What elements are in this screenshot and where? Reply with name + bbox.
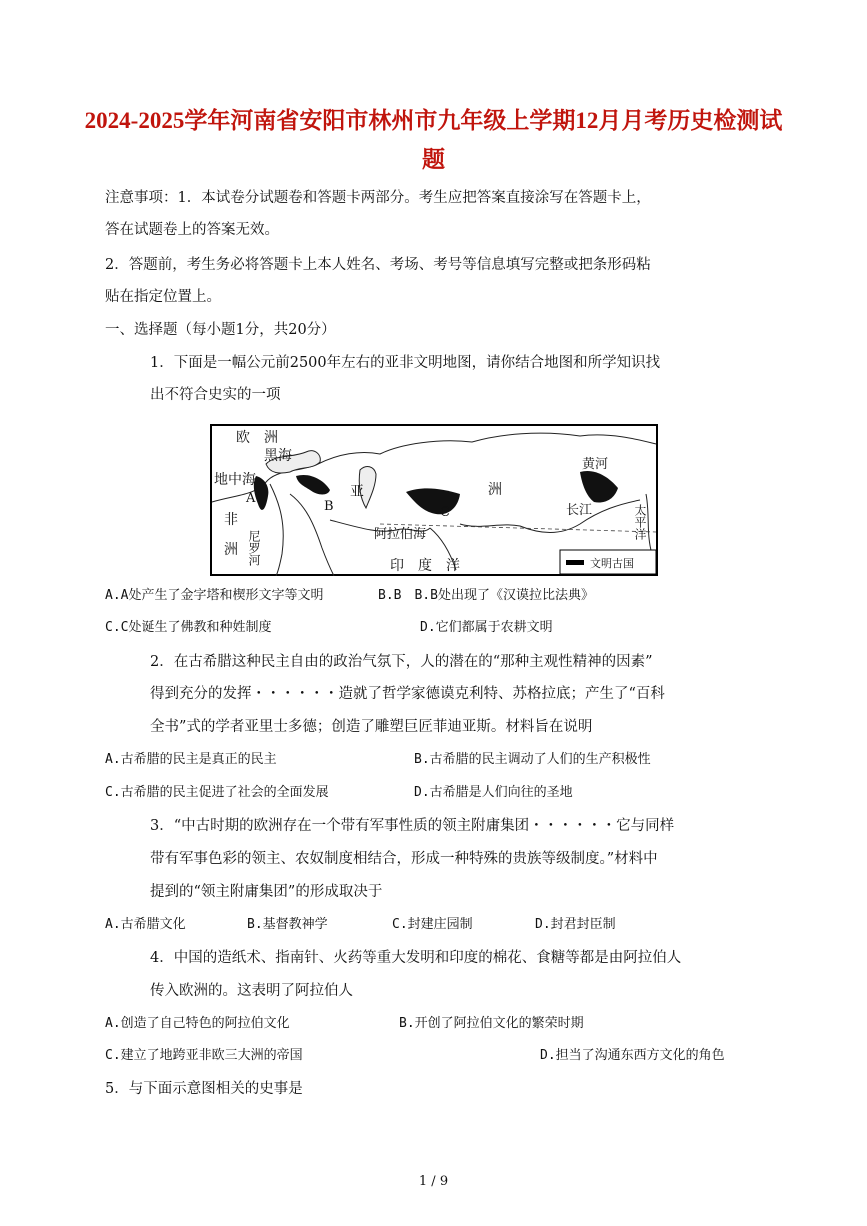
map-legend-label: 文明古国 [590, 557, 634, 570]
map-label-pacific: 太平洋 [633, 504, 647, 540]
exam-title-line1: 2024-2025学年河南省安阳市林州市九年级上学期12月月考历史检测试 [84, 108, 783, 133]
map-label-asia: 亚 [350, 484, 364, 500]
q3-option-c: C.封建庄园制 [392, 917, 473, 932]
q2-stem-line3: 全书”式的学者亚里士多德；创造了雕塑巨匠菲迪亚斯。材料旨在说明 [150, 719, 593, 735]
map-label-yangtze: 长江 [566, 503, 593, 518]
q4-option-d: D.担当了沟通东西方文化的角色 [540, 1048, 725, 1063]
map-marker-a: A [246, 491, 256, 506]
section-heading: 一、选择题（每小题1分，共20分） [105, 322, 336, 338]
q1-option-c: C.C处诞生了佛教和种姓制度 [105, 620, 272, 635]
exam-title-line2: 题 [422, 147, 445, 172]
q2-option-b: B.古希腊的民主调动了人们的生产积极性 [414, 752, 651, 767]
q5-stem-line1: 5．与下面示意图相关的史事是 [105, 1081, 303, 1097]
notice-line4: 贴在指定位置上。 [105, 289, 221, 305]
q4-stem-line2: 传入欧洲的。这表明了阿拉伯人 [150, 983, 353, 999]
q1-stem-line2: 出不符合史实的一项 [150, 387, 281, 403]
q3-stem-line3: 提到的“领主附庸集团”的形成取决于 [150, 884, 383, 900]
map-label-europe: 欧 洲 [236, 430, 278, 446]
q4-option-c: C.建立了地跨亚非欧三大洲的帝国 [105, 1048, 303, 1063]
notice-line1: 注意事项：1．本试卷分试题卷和答题卡两部分。考生应把答案直接涂写在答题卡上， [105, 190, 651, 206]
map-label-nile: 尼罗河 [247, 530, 261, 566]
map-label-indian-ocean: 印 度 洋 [390, 558, 460, 574]
q3-option-a: A.古希腊文化 [105, 917, 186, 932]
notice-line3: 2．答题前，考生务必将答题卡上本人姓名、考场、考号等信息填写完整或把条形码粘 [105, 257, 651, 273]
legend-swatch-icon [566, 560, 584, 565]
map-label-mediterranean: 地中海 [214, 472, 256, 488]
map-label-africa-2: 洲 [224, 542, 238, 558]
q3-option-d: D.封君封臣制 [535, 917, 616, 932]
q2-stem-line1: 2．在古希腊这种民主自由的政治气氛下，人的潜在的“那种主观性精神的因素” [150, 654, 653, 670]
q2-option-a: A.古希腊的民主是真正的民主 [105, 752, 277, 767]
asia-africa-civilization-map [210, 424, 658, 576]
q2-option-d: D.古希腊是人们向往的圣地 [414, 785, 573, 800]
q4-option-b: B.开创了阿拉伯文化的繁荣时期 [399, 1016, 584, 1031]
map-label-yellow-river: 黄河 [582, 457, 609, 472]
map-label-asia-2: 洲 [488, 482, 502, 498]
q1-option-b: B.B B.B处出现了《汉谟拉比法典》 [378, 588, 594, 603]
map-marker-b: B [324, 499, 334, 514]
q2-stem-line2: 得到充分的发挥・・・・・・造就了哲学家德谟克利特、苏格拉底；产生了“百科 [150, 686, 665, 702]
q3-stem-line2: 带有军事色彩的领主、农奴制度相结合，形成一种特殊的贵族等级制度。”材料中 [150, 851, 658, 867]
q3-option-b: B.基督教神学 [247, 917, 328, 932]
q4-stem-line1: 4．中国的造纸术、指南针、火药等重大发明和印度的棉花、食糖等都是由阿拉伯人 [150, 950, 682, 966]
q1-stem-line1: 1．下面是一幅公元前2500年左右的亚非文明地图，请你结合地图和所学知识找 [150, 355, 661, 371]
map-label-africa: 非 [224, 512, 238, 528]
q1-option-d: D.它们都属于农耕文明 [420, 620, 553, 635]
q3-stem-line1: 3．“中古时期的欧洲存在一个带有军事性质的领主附庸集团・・・・・・它与同样 [150, 818, 675, 834]
map-label-black-sea: 黑海 [264, 448, 292, 464]
q4-option-a: A.创造了自己特色的阿拉伯文化 [105, 1016, 290, 1031]
notice-line2: 答在试题卷上的答案无效。 [105, 222, 279, 238]
page-number: 1 / 9 [418, 1174, 449, 1189]
q2-option-c: C.古希腊的民主促进了社会的全面发展 [105, 785, 329, 800]
q1-option-a: A.A处产生了金字塔和楔形文字等文明 [105, 588, 324, 603]
map-marker-c: C [440, 505, 450, 520]
map-label-arabian-sea: 阿拉伯海 [374, 527, 427, 542]
